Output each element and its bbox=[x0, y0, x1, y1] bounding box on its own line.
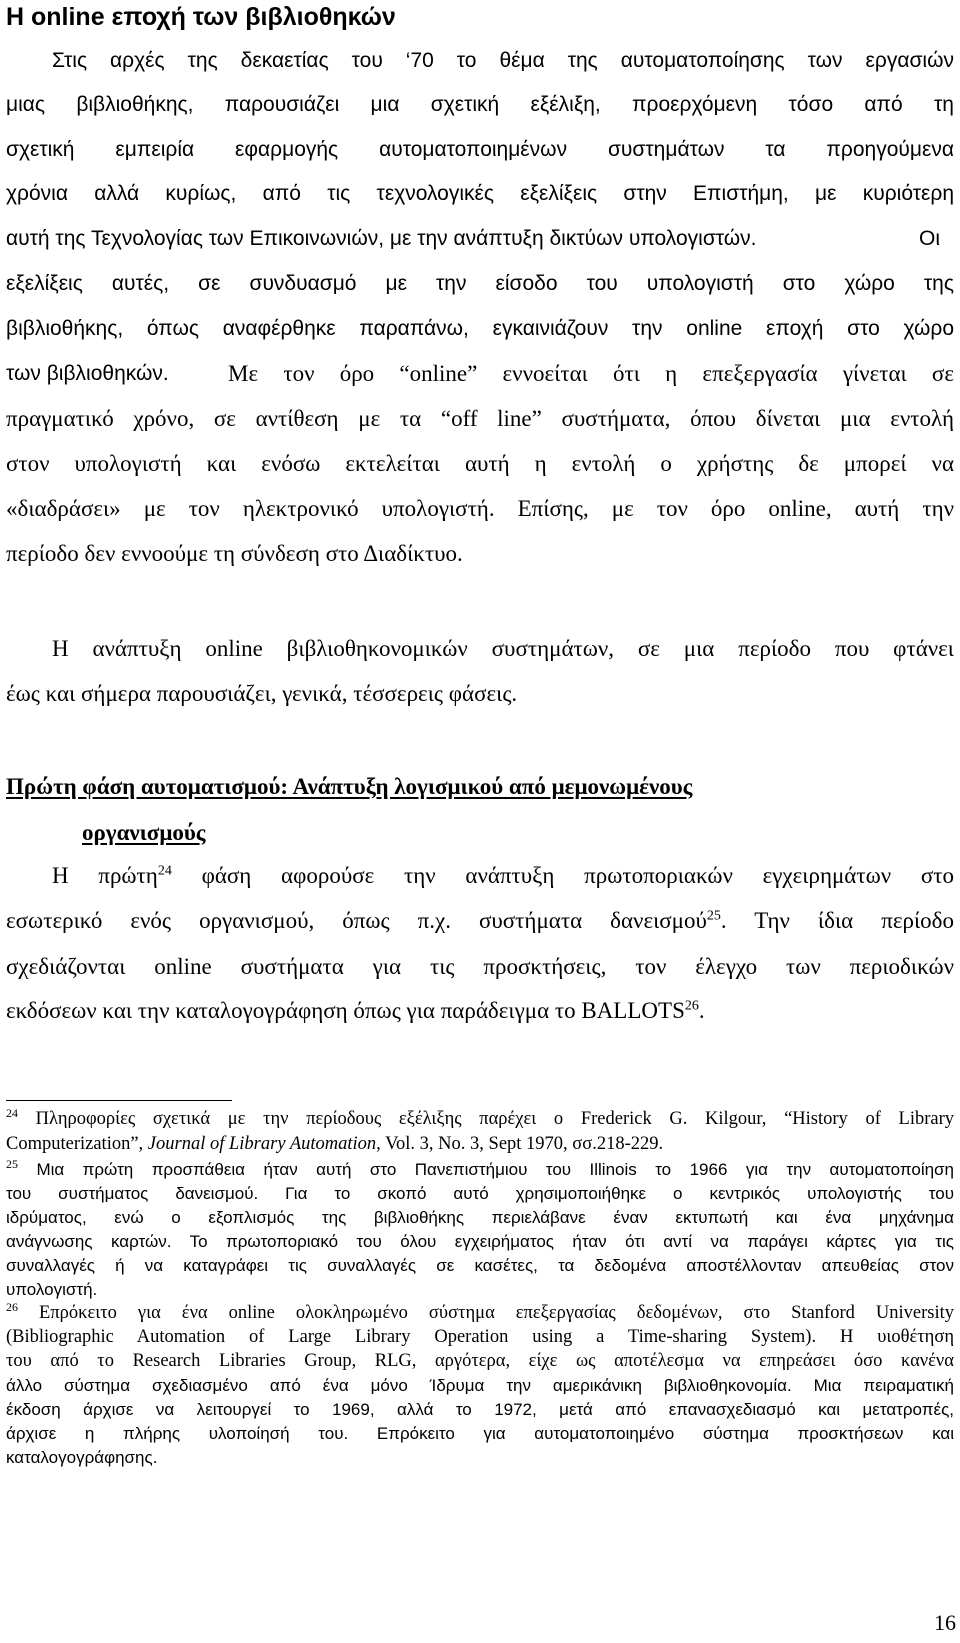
paragraph-line: Οι bbox=[919, 227, 940, 250]
text-run: φάση αφορούσε την ανάπτυξη πρωτοποριακών εγχειρημάτων στο bbox=[171, 863, 955, 888]
footnote-line bbox=[6, 1299, 954, 1325]
text-run: εσωτερικό ενός οργανισμού, όπως π.χ. συστήματα δανεισμού bbox=[6, 908, 707, 933]
paragraph-line: περίοδο δεν εννοούμε τη σύνδεση στο Διαδίκτυο. bbox=[6, 541, 463, 566]
text-run: , Vol. 3, No. 3, Sept 1970, σσ.218-229. bbox=[376, 1134, 664, 1154]
page-title: Η online εποχή των βιβλιοθηκών bbox=[6, 3, 396, 31]
text-run: Επρόκειτο για ένα online ολοκληρωμένο σύστημα επεξεργασίας δεδομένων, στο Stanford University bbox=[18, 1303, 954, 1323]
footnote-ref-24[interactable]: 24 bbox=[157, 863, 172, 879]
section-heading-cont: οργανισμούς bbox=[82, 820, 206, 845]
text-run: . Την ίδια περίοδο bbox=[720, 908, 954, 933]
footnote-line bbox=[6, 1133, 663, 1156]
footnote-line: ιδρύματος, ενώ ο εξοπλισμός της βιβλιοθήκης περιελάβανε έναν εκτυπωτή και ένα μηχάνημα bbox=[6, 1208, 954, 1227]
footnote-line: καταλογογράφησης. bbox=[6, 1448, 158, 1467]
paragraph-line: έως και σήμερα παρουσιάζει, γενικά, τέσσερεις φάσεις. bbox=[6, 681, 518, 706]
paragraph-line: εξελίξεις αυτές, σε συνδυασμό με την είσοδο του υπολογιστή στο χώρο της bbox=[6, 272, 954, 295]
footnote-separator bbox=[6, 1100, 232, 1101]
paragraph-line: πραγματικό χρόνο, σε αντίθεση με τα “off line” συστήματα, όπου δίνεται μια εντολή bbox=[6, 406, 954, 431]
footnote-number: 24 bbox=[6, 1105, 18, 1120]
text-run: Μια πρώτη προσπάθεια ήταν αυτή στο Πανεπιστήμιου του Illinois το 1966 για την αυτοματοποίηση bbox=[18, 1160, 954, 1179]
paragraph-line: «διαδράσει» με τον ηλεκτρονικό υπολογιστή. Επίσης, με τον όρο online, αυτή την bbox=[6, 496, 954, 521]
footnote-line: έκδοση άρχισε να λειτουργεί το 1969, αλλά το 1972, μετά από επανασχεδιασμό και μετατροπές, bbox=[6, 1400, 954, 1419]
footnote-line: συναλλαγές ή να καταγράφει τις συναλλαγές σε κασέτες, τα δεδομένα αποστέλλονταν απευθείας στον bbox=[6, 1256, 954, 1275]
footnote-number: 26 bbox=[6, 1299, 18, 1314]
footnote-line: (Bibliographic Automation of Large Library Operation using a Time-sharing System). Η υιοθέτηση bbox=[6, 1327, 954, 1347]
paragraph-line: μιας βιβλιοθήκης, παρουσιάζει μια σχετική εξέλιξη, προερχόμενη τόσο από τη bbox=[6, 93, 954, 116]
paragraph-line: χρόνια αλλά κυρίως, από τις τεχνολογικές εξελίξεις στην Επιστήμη, με κυριότερη bbox=[6, 182, 954, 205]
footnote-line: του από το Research Libraries Group, RLG, αργότερα, είχε ως αποτέλεσμα να επηρεάσει όσο κανένα bbox=[6, 1351, 954, 1371]
paragraph-line bbox=[6, 996, 705, 1026]
section-heading: Πρώτη φάση αυτοματισμού: Ανάπτυξη λογισμικού από μεμονωμένους bbox=[6, 774, 693, 799]
page-number: 16 bbox=[934, 1610, 956, 1635]
paragraph-line: Η ανάπτυξη online βιβλιοθηκονομικών συστημάτων, σε μια περίοδο που φτάνει bbox=[52, 636, 954, 661]
paragraph-line: στον υπολογιστή και ενόσω εκτελείται αυτή η εντολή ο χρήστης δε μπορεί να bbox=[6, 451, 954, 476]
text-run: . bbox=[698, 998, 705, 1023]
footnote-ref-26[interactable]: 26 bbox=[684, 998, 699, 1014]
paragraph-line bbox=[52, 861, 954, 891]
journal-title: Journal of Library Automation bbox=[147, 1134, 377, 1154]
paragraph-line: αυτή της Τεχνολογίας των Επικοινωνιών, με την ανάπτυξη δικτύων υπολογιστών. bbox=[6, 227, 757, 250]
footnote-line bbox=[6, 1105, 954, 1131]
footnote-number: 25 bbox=[6, 1156, 18, 1171]
footnote-line: άρχισε η πλήρης υλοποίησή του. Επρόκειτο για αυτοματοποιημένο σύστημα προσκτήσεων και bbox=[6, 1424, 954, 1443]
footnote-ref-25[interactable]: 25 bbox=[706, 908, 721, 924]
footnote-line: του συστήματος δανεισμού. Για το σκοπό αυτό χρησιμοποιήθηκε ο κεντρικός υπολογιστής του bbox=[6, 1184, 954, 1203]
paragraph-line: σχεδιάζονται online συστήματα για τις προσκτήσεις, τον έλεγχο των περιοδικών bbox=[6, 954, 954, 979]
text-run: Computerization”, bbox=[6, 1134, 148, 1154]
paragraph-line bbox=[6, 906, 954, 936]
paragraph-line: βιβλιοθήκης, όπως αναφέρθηκε παραπάνω, εγκαινιάζουν την online εποχή στο χώρο bbox=[6, 317, 954, 340]
paragraph-line: των βιβλιοθηκών. bbox=[6, 362, 169, 385]
paragraph-line: Με τον όρο “online” εννοείται ότι η επεξεργασία γίνεται σε bbox=[228, 361, 954, 386]
footnote-line: άλλο σύστημα σχεδιασμένο από ένα μόνο Ίδρυμα την αμερικάνικη βιβλιοθηκονομία. Μια πειραματική bbox=[6, 1376, 954, 1395]
footnote-line: υπολογιστή. bbox=[6, 1280, 98, 1299]
text-run: εκδόσεων και την καταλογογράφηση όπως για παράδειγμα το BALLOTS bbox=[6, 998, 685, 1023]
footnote-line bbox=[6, 1158, 954, 1182]
paragraph-line: Στις αρχές της δεκαετίας του ‘70 το θέμα της αυτοματοποίησης των εργασιών bbox=[52, 49, 954, 72]
paragraph-line: σχετική εμπειρία εφαρμογής αυτοματοποιημένων συστημάτων τα προηγούμενα bbox=[6, 138, 954, 161]
text-run: Πληροφορίες σχετικά με την περίοδους εξέλιξης παρέχει ο Frederick G. Kilgour, “History of Library bbox=[18, 1109, 954, 1129]
footnote-line: ανάγνωσης καρτών. Το πρωτοποριακό του όλου εγχειρήματος ήταν ότι αντί να παράγει κάρτες για τις bbox=[6, 1232, 954, 1251]
text-run: Η πρώτη bbox=[52, 863, 158, 888]
